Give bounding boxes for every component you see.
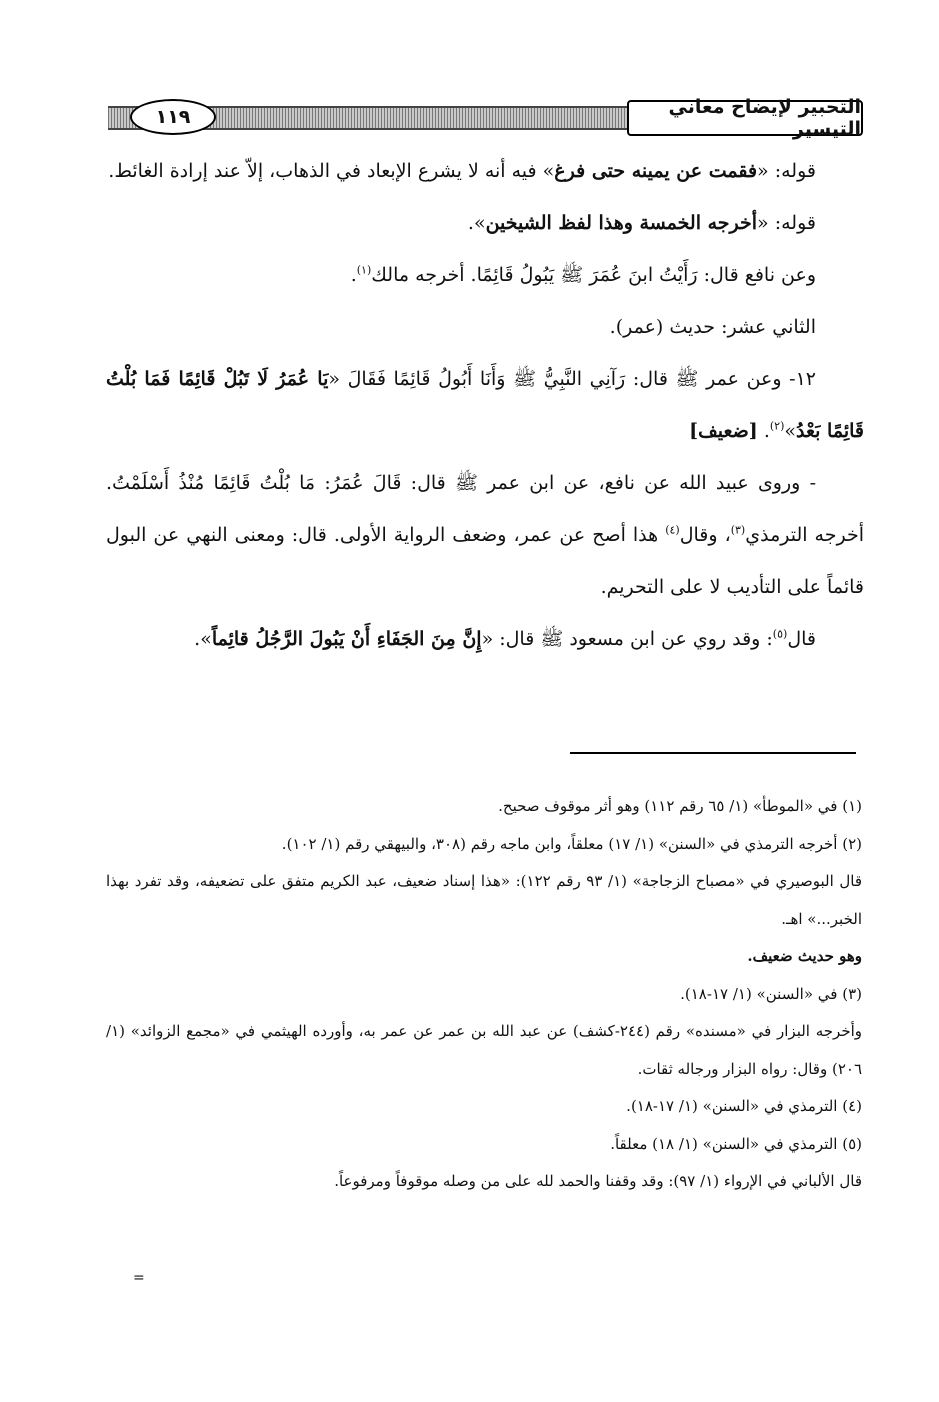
text-run: وعن نافع قال: رَأَيْتُ ابنَ عُمَرَ ﷺ يَبُولُ قَائِمًا. أخرجه مالك: [371, 264, 816, 286]
quoted-phrase: أخرجه الخمسة وهذا لفظ الشيخين: [485, 212, 758, 234]
hadith-12: [106, 353, 864, 457]
text-run: ، وقال: [679, 524, 731, 546]
paragraph-1: [106, 145, 864, 197]
text-run: : وقد روي عن ابن مسعود ﷺ قال: «: [481, 628, 773, 650]
hadith-grade: [ضعيف]: [689, 420, 758, 442]
text-run: - وروى عبيد الله عن نافع، عن ابن عمر ﷺ قال: قَالَ عُمَرُ: مَا بُلْتُ قَائِمًا مُنْذُ أَسْلَمْتُ. أخرجه الترمذي: [106, 472, 864, 546]
paragraph-7: [106, 613, 864, 665]
book-title: التحبير لإيضاح معاني التيسير: [627, 100, 863, 136]
footnote-ref: (١): [356, 263, 372, 277]
text-run: .: [757, 420, 770, 442]
footnote-ref: (٤): [665, 523, 680, 537]
footnote-1: (١) في «الموطأ» (١/ ٦٥ رقم ١١٢) وهو أثر موقوف صحيح.: [498, 797, 862, 815]
text-run: قال: [787, 628, 816, 650]
section-heading: الثاني عشر: حديث (عمر).: [609, 316, 816, 338]
paragraph-3: [106, 249, 864, 301]
footnote-separator: [570, 752, 856, 754]
main-text: [106, 145, 864, 665]
footnote-5: (٥) الترمذي في «السنن» (١/ ١٨) معلقاً.: [610, 1134, 862, 1153]
text-run: هذا أصح عن عمر، وضعف الرواية الأولى. قال: ومعنى النهي عن البول قائماً على التأديب لا على التحريم.: [106, 524, 864, 598]
text-run: قوله: «: [757, 160, 816, 182]
footnote-2-grade: وهو حديث ضعيف.: [747, 947, 862, 965]
text-run: ١٢- وعن عمر ﷺ قال: رَآنِي النَّبِيُّ ﷺ وَأَنَا أَبُولُ قَائِمًا فَقَالَ «: [328, 368, 817, 390]
quoted-phrase: فقمت عن يمينه حتى فرغ: [554, 160, 758, 182]
text-run: قوله: «: [757, 212, 816, 234]
hadith-text: إِنَّ مِنَ الجَفَاءِ أَنْ يَبُولَ الرَّجُلُ قائِماً: [211, 628, 482, 650]
footnote-3: (٣) في «السنن» (١/ ١٧-١٨).: [680, 984, 862, 1003]
footnote-ref: (٥): [772, 627, 788, 641]
text-run: » فيه أنه لا يشرع الإبعاد في الذهاب، إلاّ عند إرادة الغائط.: [108, 160, 555, 182]
footnote-2: (٢) أخرجه الترمذي في «السنن» (١/ ١٧) معلقاً، وابن ماجه رقم (٣٠٨، والبيهقي رقم (١/ ١٠٢).: [281, 834, 862, 853]
paragraph-6: [106, 457, 864, 613]
page-header: [108, 98, 863, 138]
text-run: .: [350, 264, 357, 286]
footnotes: [106, 788, 862, 1201]
footnote-4: (٤) الترمذي في «السنن» (١/ ١٧-١٨).: [626, 1097, 862, 1115]
footnote-2-note: قال البوصيري في «مصباح الزجاجة» (١/ ٩٣ رقم ١٢٢): «هذا إسناد ضعيف، عبد الكريم متفق على تضعيفه، وقد تفرد بهذا الخبر...» اهـ.: [106, 872, 862, 928]
text-run: »: [784, 420, 797, 442]
footnote-ref: (٢): [769, 419, 785, 433]
continuation-mark: =: [133, 1270, 145, 1286]
text-run: ».: [194, 628, 212, 650]
paragraph-2: [106, 197, 864, 249]
footnote-3-note: وأخرجه البزار في «مسنده» رقم (٢٤٤-كشف) عن عبد الله بن عمر عن عمر به، وأورده الهيثمي في «مجمع الزوائد» (١/ ٢٠٦) وقال: رواه البزار ورجاله ثقات.: [106, 1022, 862, 1078]
footnote-5-note: قال الألباني في الإرواء (١/ ٩٧): وقد وقفنا والحمد لله على من وصله موقوفاً ومرفوعاً.: [334, 1172, 862, 1190]
text-run: ».: [467, 212, 486, 234]
hadith-text: يَا عُمَرُ لَا تَبُلْ قَائِمًا فَمَا بُلْتُ قَائِمًا بَعْدُ: [106, 368, 864, 442]
footnote-ref: (٣): [730, 523, 746, 537]
page-number: ١١٩: [130, 99, 216, 135]
